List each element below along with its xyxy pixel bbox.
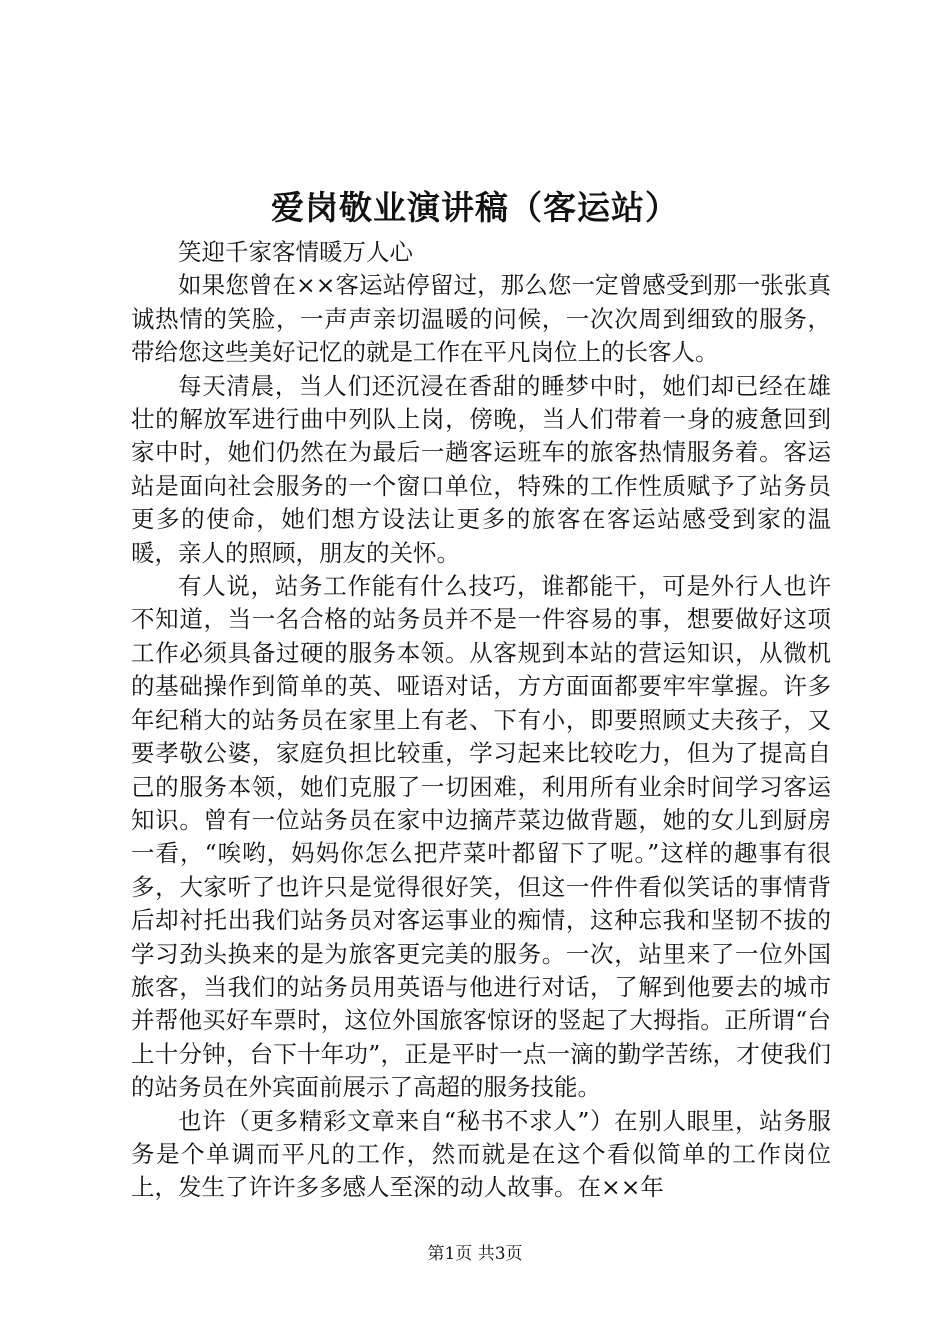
body-paragraph: 也许（更多精彩文章来自“秘书不求人”）在别人眼里，站务服务是个单调而平凡的工作，然而就是在这个看似简单的工作岗位上，发生了许许多多感人至深的动人故事。在××年 xyxy=(131,1106,831,1202)
subtitle-paragraph: 笑迎千家客情暖万人心 xyxy=(178,238,413,266)
body-paragraph: 每天清晨，当人们还沉浸在香甜的睡梦中时，她们却已经在雄壮的解放军进行曲中列队上岗，傍晚，当人们带着一身的疲惫回到家中时，她们仍然在为最后一趟客运班车的旅客热情服务着。客运站是面向社会服务的一个窗口单位，特殊的工作性质赋予了站务员更多的使命，她们想方设法让更多的旅客在客运站感受到家的温暖，亲人的照顾，朋友的关怀。 xyxy=(131,371,831,567)
body-paragraph: 如果您曾在××客运站停留过，那么您一定曾感受到那一张张真诚热情的笑脸，一声声亲切温暖的问候，一次次周到细致的服务，带给您这些美好记忆的就是工作在平凡岗位上的长客人。 xyxy=(131,271,831,367)
document-title: 爱岗敬业演讲稿（客运站） xyxy=(271,188,679,227)
page-number-footer: 第1页 共3页 xyxy=(427,1244,523,1264)
document-body xyxy=(131,236,831,1205)
body-paragraph: 有人说，站务工作能有什么技巧，谁都能干，可是外行人也许不知道，当一名合格的站务员并不是一件容易的事，想要做好这项工作必须具备过硬的服务本领。从客规到本站的营运知识，从微机的基础操作到简单的英、哑语对话，方方面面都要牢牢掌握。许多年纪稍大的站务员在家里上有老、下有小，即要照顾丈夫孩子，又要孝敬公婆，家庭负担比较重，学习起来比较吃力，但为了提高自己的服务本领，她们克服了一切困难，利用所有业余时间学习客运知识。曾有一位站务员在家中边摘芹菜边做背题，她的女儿到厨房一看，“唉哟，妈妈你怎么把芹菜叶都留下了呢。”这样的趣事有很多，大家听了也许只是觉得很好笑，但这一件件看似笑话的事情背后却衬托出我们站务员对客运事业的痴情，这种忘我和坚韧不拔的学习劲头换来的是为旅客更完美的服务。一次，站里来了一位外国旅客，当我们的站务员用英语与他进行对话，了解到他要去的城市并帮他买好车票时，这位外国旅客惊讶的竖起了大拇指。正所谓“台上十分钟，台下十年功”，正是平时一点一滴的勤学苦练，才使我们的站务员在外宾面前展示了高超的服务技能。 xyxy=(131,572,831,1102)
